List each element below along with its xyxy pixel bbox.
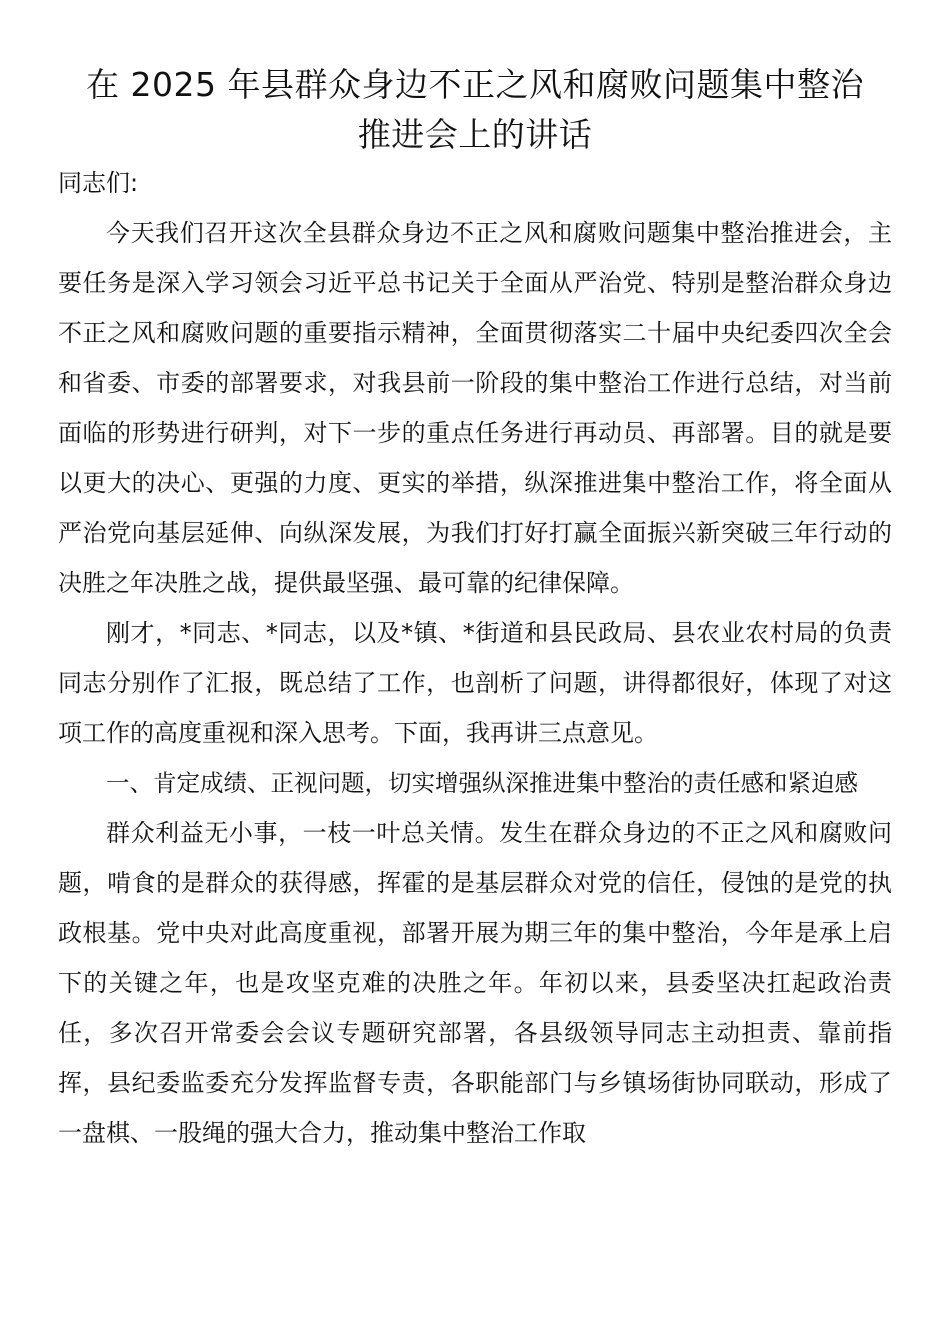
document-page [58,60,892,1158]
paragraph-section-1-body: 群众利益无小事，一枝一叶总关情。发生在群众身边的不正之风和腐败问题，啃食的是群众的获得感，挥霍的是基层群众对党的信任，侵蚀的是党的执政根基。党中央对此高度重视，部署开展为期三年的集中整治，今年是承上启下的关键之年，也是攻坚克难的决胜之年。年初以来，县委坚决扛起政治责任，多次召开常委会会议专题研究部署，各县级领导同志主动担责、靠前指挥，县纪委监委充分发挥监督专责，各职能部门与乡镇场街协同联动，形成了一盘棋、一股绳的强大合力，推动集中整治工作取 [58,819,892,1147]
title-line-2: 推进会上的讲话 [357,115,593,154]
title-line-1: 在 2025 年县群众身边不正之风和腐败问题集中整治 [86,65,864,104]
document-title [58,60,892,160]
section-heading-1: 一、肯定成绩、正视问题，切实增强纵深推进集中整治的责任感和紧迫感 [106,769,858,797]
paragraph-opening: 今天我们召开这次全县群众身边不正之风和腐败问题集中整治推进会，主要任务是深入学习领会习近平总书记关于全面从严治党、特别是整治群众身边不正之风和腐败问题的重要指示精神，全面贯彻落实二十届中央纪委四次全会和省委、市委的部署要求，对我县前一阶段的集中整治工作进行总结，对当前面临的形势进行研判，对下一步的重点任务进行再动员、再部署。目的就是要以更大的决心、更强的力度、更实的举措，纵深推进集中整治工作，将全面从严治党向基层延伸、向纵深发展，为我们打好打赢全面振兴新突破三年行动的决胜之年决胜之战，提供最坚强、最可靠的纪律保障。 [58,219,892,597]
salutation: 同志们: [58,169,139,197]
paragraph-reports: 刚才，*同志、*同志，以及*镇、*街道和县民政局、县农业农村局的负责同志分别作了汇报，既总结了工作，也剖析了问题，讲得都很好，体现了对这项工作的高度重视和深入思考。下面，我再讲三点意见。 [58,619,892,747]
